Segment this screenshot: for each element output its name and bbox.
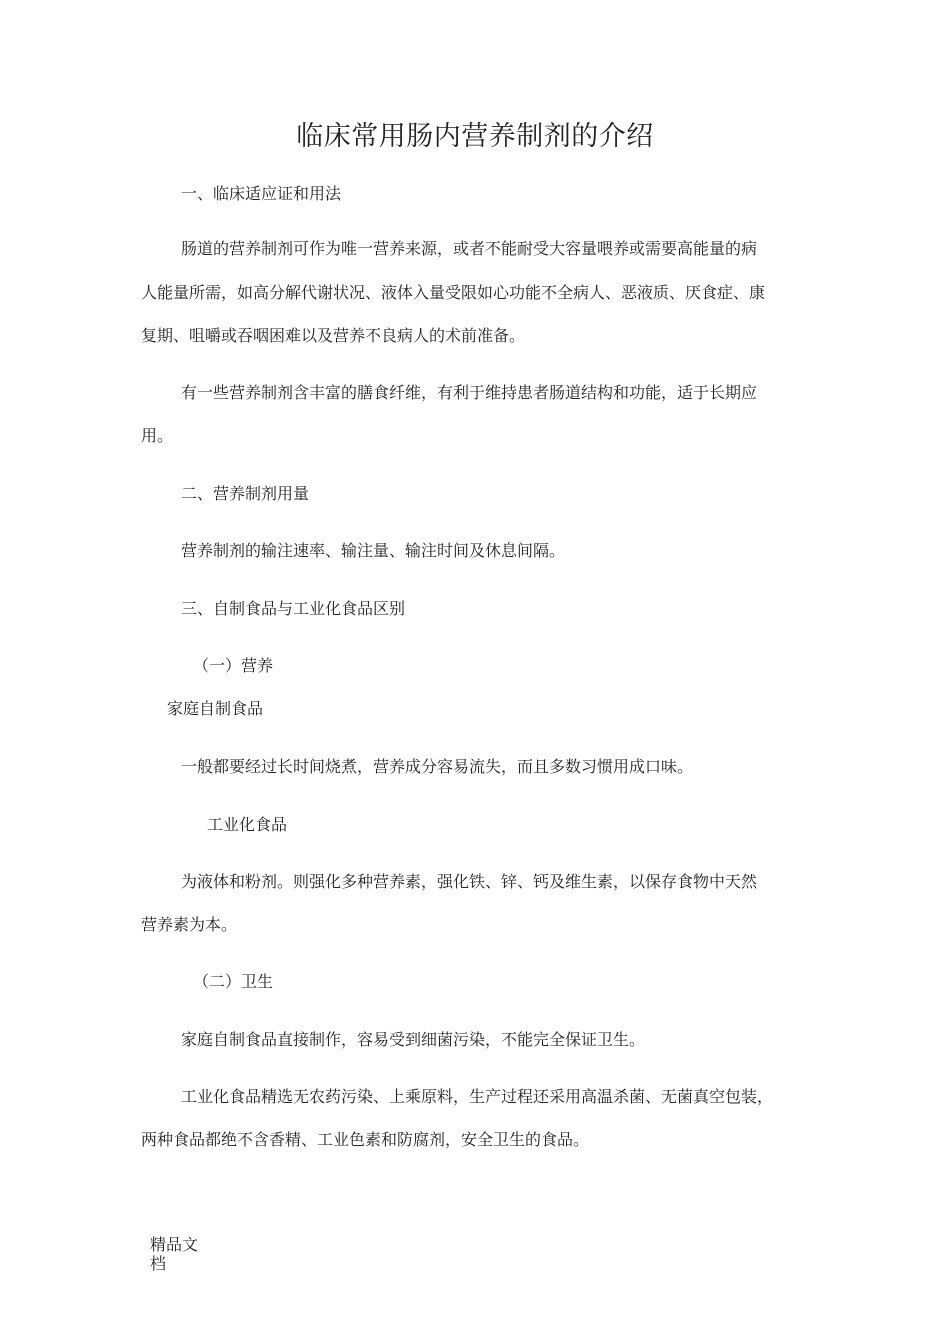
section-heading-2: 二、营养制剂用量 xyxy=(181,484,310,503)
subheading-industrial-food: 工业化食品 xyxy=(207,815,288,834)
footer-watermark: 精品文档 xyxy=(150,1235,199,1273)
section-heading-1: 一、临床适应证和用法 xyxy=(181,184,342,203)
paragraph-line: 有一些营养制剂含丰富的膳食纤维，有利于维持患者肠道结构和功能，适于长期应 xyxy=(181,383,758,402)
paragraph-line: 为液体和粉剂。则强化多种营养素，强化铁、锌、钙及维生素，以保存食物中天然 xyxy=(181,872,758,891)
subheading-homemade-food: 家庭自制食品 xyxy=(167,699,264,718)
paragraph-line: 复期、咀嚼或吞咽困难以及营养不良病人的术前准备。 xyxy=(141,326,526,345)
paragraph-line: 工业化食品精选无农药污染、上乘原料，生产过程还采用高温杀菌、无菌真空包装， xyxy=(181,1087,774,1106)
paragraph-line: 营养制剂的输注速率、输注量、输注时间及休息间隔。 xyxy=(181,541,566,560)
subsection-heading-nutrition: （一）营养 xyxy=(193,656,274,675)
paragraph-line: 家庭自制食品直接制作，容易受到细菌污染，不能完全保证卫生。 xyxy=(181,1030,646,1049)
section-heading-3: 三、自制食品与工业化食品区别 xyxy=(181,599,406,618)
paragraph-line: 肠道的营养制剂可作为唯一营养来源，或者不能耐受大容量喂养或需要高能量的病 xyxy=(181,239,758,258)
document-title: 临床常用肠内营养制剂的介绍 xyxy=(296,121,654,152)
paragraph-line: 人能量所需，如高分解代谢状况、液体入量受限如心功能不全病人、恶液质、厌食症、康 xyxy=(141,283,766,302)
paragraph-line: 营养素为本。 xyxy=(141,915,238,934)
subsection-heading-hygiene: （二）卫生 xyxy=(193,972,274,991)
paragraph-line: 一般都要经过长时间烧煮，营养成分容易流失，而且多数习惯用成口味。 xyxy=(181,757,694,776)
paragraph-line: 用。 xyxy=(141,426,174,445)
paragraph-line: 两种食品都绝不含香精、工业色素和防腐剂，安全卫生的食品。 xyxy=(141,1130,590,1149)
